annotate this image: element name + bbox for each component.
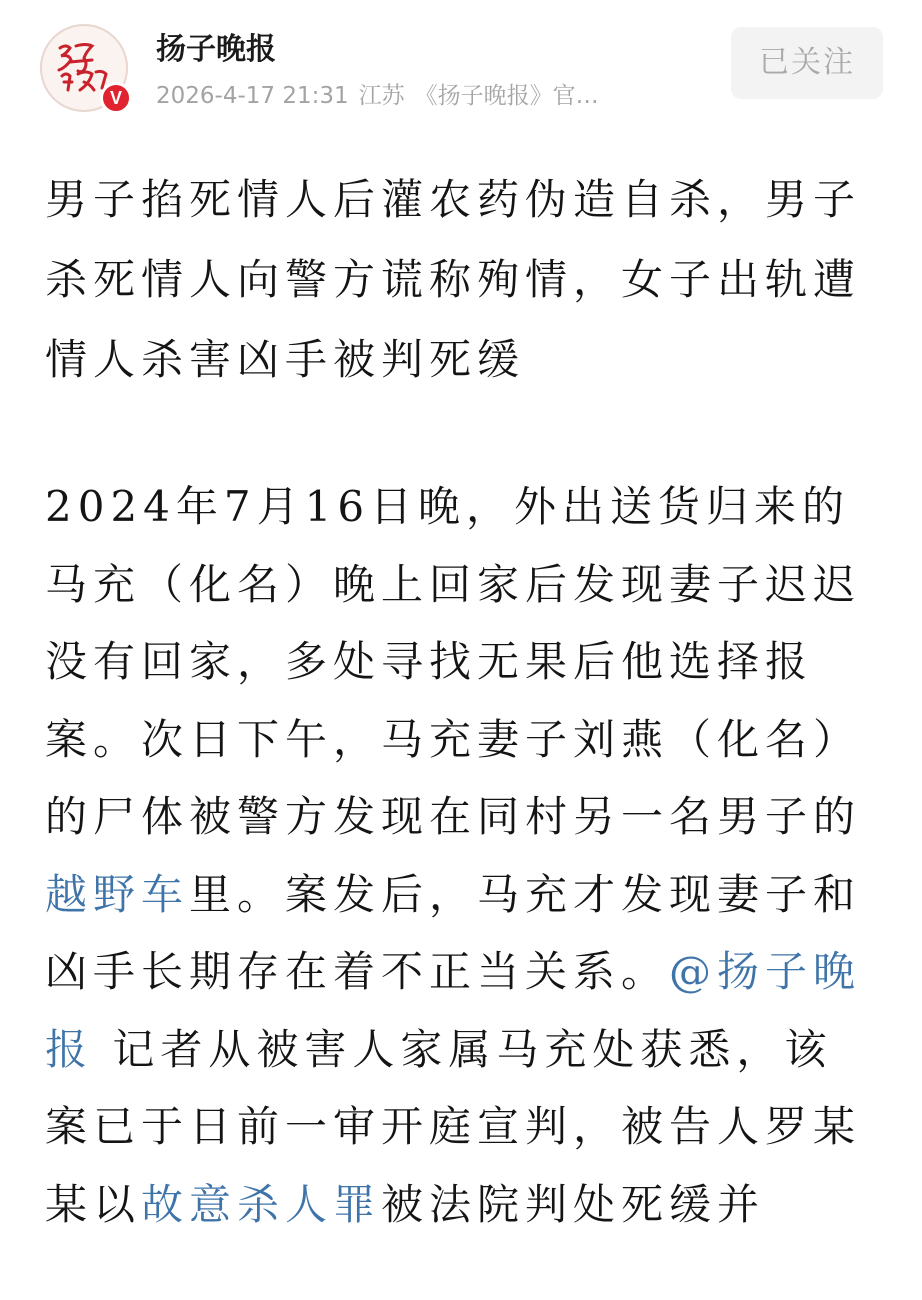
body-text-4: 被法院判处死缓并 xyxy=(381,1179,766,1229)
keyword-link-suv[interactable]: 越野车 xyxy=(45,869,190,919)
follow-button[interactable]: 已关注 xyxy=(731,27,883,99)
article-content xyxy=(45,160,875,1243)
post-timestamp: 2026-4-17 21:31 xyxy=(156,83,349,109)
body-text-2: 里。案发后，马充才发现妻子和凶手长期存在着不正当关系。 xyxy=(45,869,862,996)
keyword-link-murder[interactable]: 故意杀人罪 xyxy=(141,1179,382,1229)
body-text-1: 2024年7月16日晚，外出送货归来的马充（化名）晚上回家后发现妻子迟迟没有回家，多处寻找无果后他选择报案。次日下午，马充妻子刘燕（化名）的尸体被警方发现在同村另一名男子的 xyxy=(45,482,862,841)
article-paragraph xyxy=(45,468,875,1243)
account-description: 《扬子晚报》官… xyxy=(414,83,599,109)
body-text-3: 记者从被害人家属马充处获悉，该案已于日前一审开庭宣判，被告人罗某某以 xyxy=(45,1024,862,1229)
verified-badge-icon: V xyxy=(100,82,132,114)
post-header xyxy=(0,0,922,140)
mention-link[interactable]: @扬子晚报 xyxy=(45,947,862,1074)
post-location: 江苏 xyxy=(358,83,405,109)
account-name[interactable]: 扬子晚报 xyxy=(156,32,276,67)
article-title: 男子掐死情人后灌农药伪造自杀，男子杀死情人向警方谎称殉情，女子出轨遭情人杀害凶手被判死缓 xyxy=(45,175,862,384)
post-meta xyxy=(156,80,696,112)
